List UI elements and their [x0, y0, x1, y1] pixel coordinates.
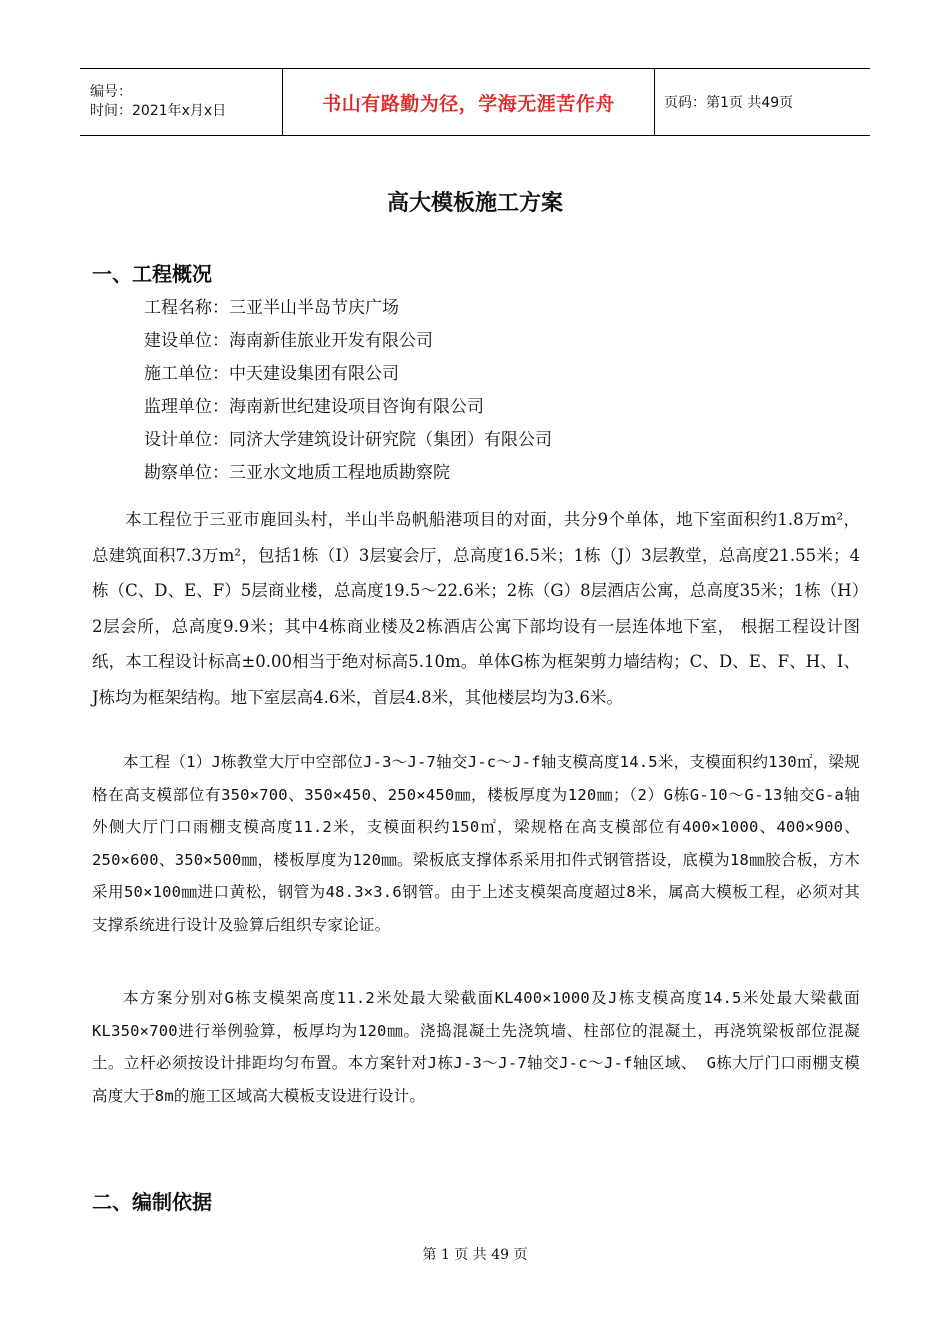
info-supervisor: 监理单位：海南新世纪建设项目咨询有限公司	[144, 397, 484, 417]
header-motto-cell	[282, 69, 655, 135]
section-heading-overview: 一、工程概况	[92, 262, 212, 286]
page-label: 页码：第1页 共49页	[664, 95, 794, 111]
info-surveyor: 勘察单位：三亚水文地质工程地质勘察院	[144, 463, 450, 483]
document-header	[80, 68, 870, 136]
info-designer: 设计单位：同济大学建筑设计研究院（集团）有限公司	[144, 430, 552, 450]
info-owner: 建设单位：海南新佳旅业开发有限公司	[144, 331, 433, 351]
document-title: 高大模板施工方案	[386, 191, 563, 216]
time-label: 时间：2021年x月x日	[90, 103, 227, 119]
info-project-name: 工程名称：三亚半山半岛节庆广场	[144, 298, 399, 318]
overview-paragraph-1: 本工程位于三亚市鹿回头村，半山半岛帆船港项目的对面，共分9个单体，地下室面积约1.8万m²，总建筑面积7.3万m²，包括1栋（I）3层宴会厅，总高度16.5米；1栋（J）3层教堂，总高度21.55米；4栋（C、D、E、F）5层商业楼，总高度19.5～22.6米；2栋（G）8层酒店公寓，总高度35米；1栋（H）2层会所，总高度9.9米；其中4栋商业楼及2栋酒店公寓下部均设有一层连体地下室， 根据工程设计图纸，本工程设计标高±0.00相当于绝对标高5.10m。单体G栋为框架剪力墙结构；C、D、E、F、H、I、J栋均为框架结构。地下室层高4.6米，首层4.8米，其他楼层均为3.6米。	[92, 510, 860, 707]
header-page-cell	[655, 69, 870, 135]
page-footer: 第 1 页 共 49 页	[422, 1247, 528, 1263]
section-heading-basis: 二、编制依据	[92, 1190, 212, 1214]
header-meta	[80, 69, 282, 135]
info-contractor: 施工单位：中天建设集团有限公司	[144, 364, 399, 384]
overview-paragraph-3: 本方案分别对G栋支模架高度11.2米处最大梁截面KL400×1000及J栋支模高度14.5米处最大梁截面KL350×700进行举例验算，板厚均为120㎜。浇捣混凝土先浇筑墙、柱部位的混凝土，再浇筑梁板部位混凝土。立杆必须按设计排距均匀布置。本方案针对J栋J-3～J-7轴交J-c～J-f轴区域、 G栋大厅门口雨棚支模高度大于8m的施工区域高大模板支设进行设计。	[92, 989, 860, 1105]
number-label: 编号：	[90, 84, 132, 100]
overview-paragraph-2: 本工程（1）J栋教堂大厅中空部位J-3～J-7轴交J-c～J-f轴支模高度14.5米，支模面积约130㎡，梁规格在高支模部位有350×700、350×450、250×450㎜，楼板厚度为120㎜；（2）G栋G-10～G-13轴交G-a轴外侧大厅门口雨棚支模高度11.2米，支模面积约150㎡，梁规格在高支模部位有400×1000、400×900、250×600、350×500㎜，楼板厚度为120㎜。梁板底支撑体系采用扣件式钢管搭设，底模为18㎜胶合板，方木采用50×100㎜进口黄松，钢管为48.3×3.6钢管。由于上述支模架高度超过8米，属高大模板工程，必须对其支撑系统进行设计及验算后组织专家论证。	[92, 753, 860, 934]
project-info-list	[144, 292, 552, 490]
header-motto: 书山有路勤为径，学海无涯苦作舟	[322, 92, 615, 115]
